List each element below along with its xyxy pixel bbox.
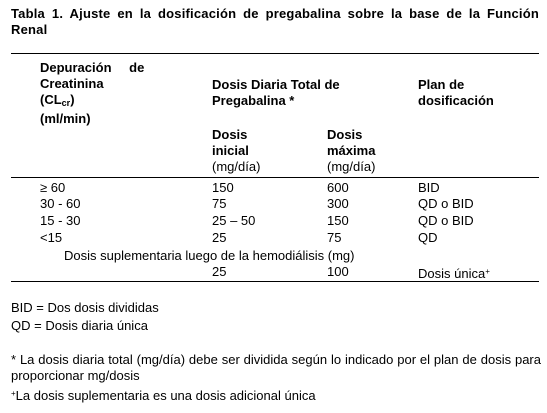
subheader-initial-line2: inicial: [212, 143, 249, 158]
supplement-plan-text: Dosis única: [418, 266, 486, 281]
row-1-initial: 150: [212, 180, 234, 195]
row-1-plan: BID: [418, 180, 440, 195]
header-clearance-close: ): [70, 92, 75, 107]
row-2-clearance: 30 - 60: [40, 196, 81, 211]
row-2-max: 300: [327, 196, 349, 211]
header-total-daily-dose-line1: Dosis Diaria Total de: [212, 77, 340, 92]
row-4-initial: 25: [212, 230, 227, 245]
header-clearance-cl: (CL: [40, 92, 62, 107]
subheader-initial-line1: Dosis: [212, 127, 248, 142]
supplement-plan: [418, 264, 490, 282]
subheader-max-line2: máxima: [327, 143, 376, 158]
table-top-rule: [11, 53, 539, 54]
subheader-max-unit: (mg/día): [327, 159, 376, 174]
table-header-rule: [11, 177, 539, 178]
row-3-max: 150: [327, 213, 349, 228]
row-2-initial: 75: [212, 196, 227, 211]
row-4-clearance: <15: [40, 230, 63, 245]
header-clearance-line3: [40, 92, 144, 111]
subheader-initial-dose: [212, 127, 260, 175]
header-clearance-line1: Depuración de: [40, 60, 145, 75]
header-clearance-unit: (ml/min): [40, 111, 91, 126]
table-title: Tabla 1. Ajuste en la dosificación de pregabalina sobre la base de la Función Renal: [11, 6, 539, 37]
header-clearance-line2: Creatinina: [40, 76, 104, 91]
header-clearance: [40, 60, 144, 127]
subheader-initial-unit: (mg/día): [212, 159, 261, 174]
row-3-initial: 25 – 50: [212, 213, 256, 228]
legend-bid: BID = Dos dosis divididas: [11, 300, 159, 315]
supplement-plan-marker: +: [485, 267, 490, 276]
supplement-label: Dosis suplementaria luego de la hemodiálisis (mg): [64, 248, 355, 263]
table-bottom-rule: [11, 281, 539, 282]
row-3-plan: QD o BID: [418, 213, 474, 228]
subheader-max-line1: Dosis: [327, 127, 363, 142]
row-2-plan: QD o BID: [418, 196, 474, 211]
header-clearance-cr-subscript: cr: [61, 98, 71, 108]
header-total-daily-dose-line2: Pregabalina *: [212, 93, 295, 108]
header-dosing-plan-line2: dosificación: [418, 93, 494, 108]
supplement-initial: 25: [212, 264, 227, 279]
footnote-plus-marker: +: [11, 389, 16, 398]
footnote-plus: [11, 386, 541, 404]
row-1-max: 600: [327, 180, 349, 195]
row-4-plan: QD: [418, 230, 438, 245]
subheader-max-dose: [327, 127, 375, 175]
row-1-clearance: ≥ 60: [40, 180, 66, 195]
footnote-plus-text: La dosis suplementaria es una dosis adicional única: [15, 388, 316, 403]
header-dosing-plan-line1: Plan de: [418, 77, 465, 92]
header-total-daily-dose: [212, 77, 340, 109]
header-dosing-plan: [418, 77, 494, 109]
row-3-clearance: 15 - 30: [40, 213, 81, 228]
legend-qd: QD = Dosis diaria única: [11, 318, 148, 333]
row-4-max: 75: [327, 230, 342, 245]
supplement-max: 100: [327, 264, 349, 279]
footnote-star: * La dosis diaria total (mg/día) debe ser dividida según lo indicado por el plan de dosis para proporcionar mg/dosis: [11, 352, 541, 383]
